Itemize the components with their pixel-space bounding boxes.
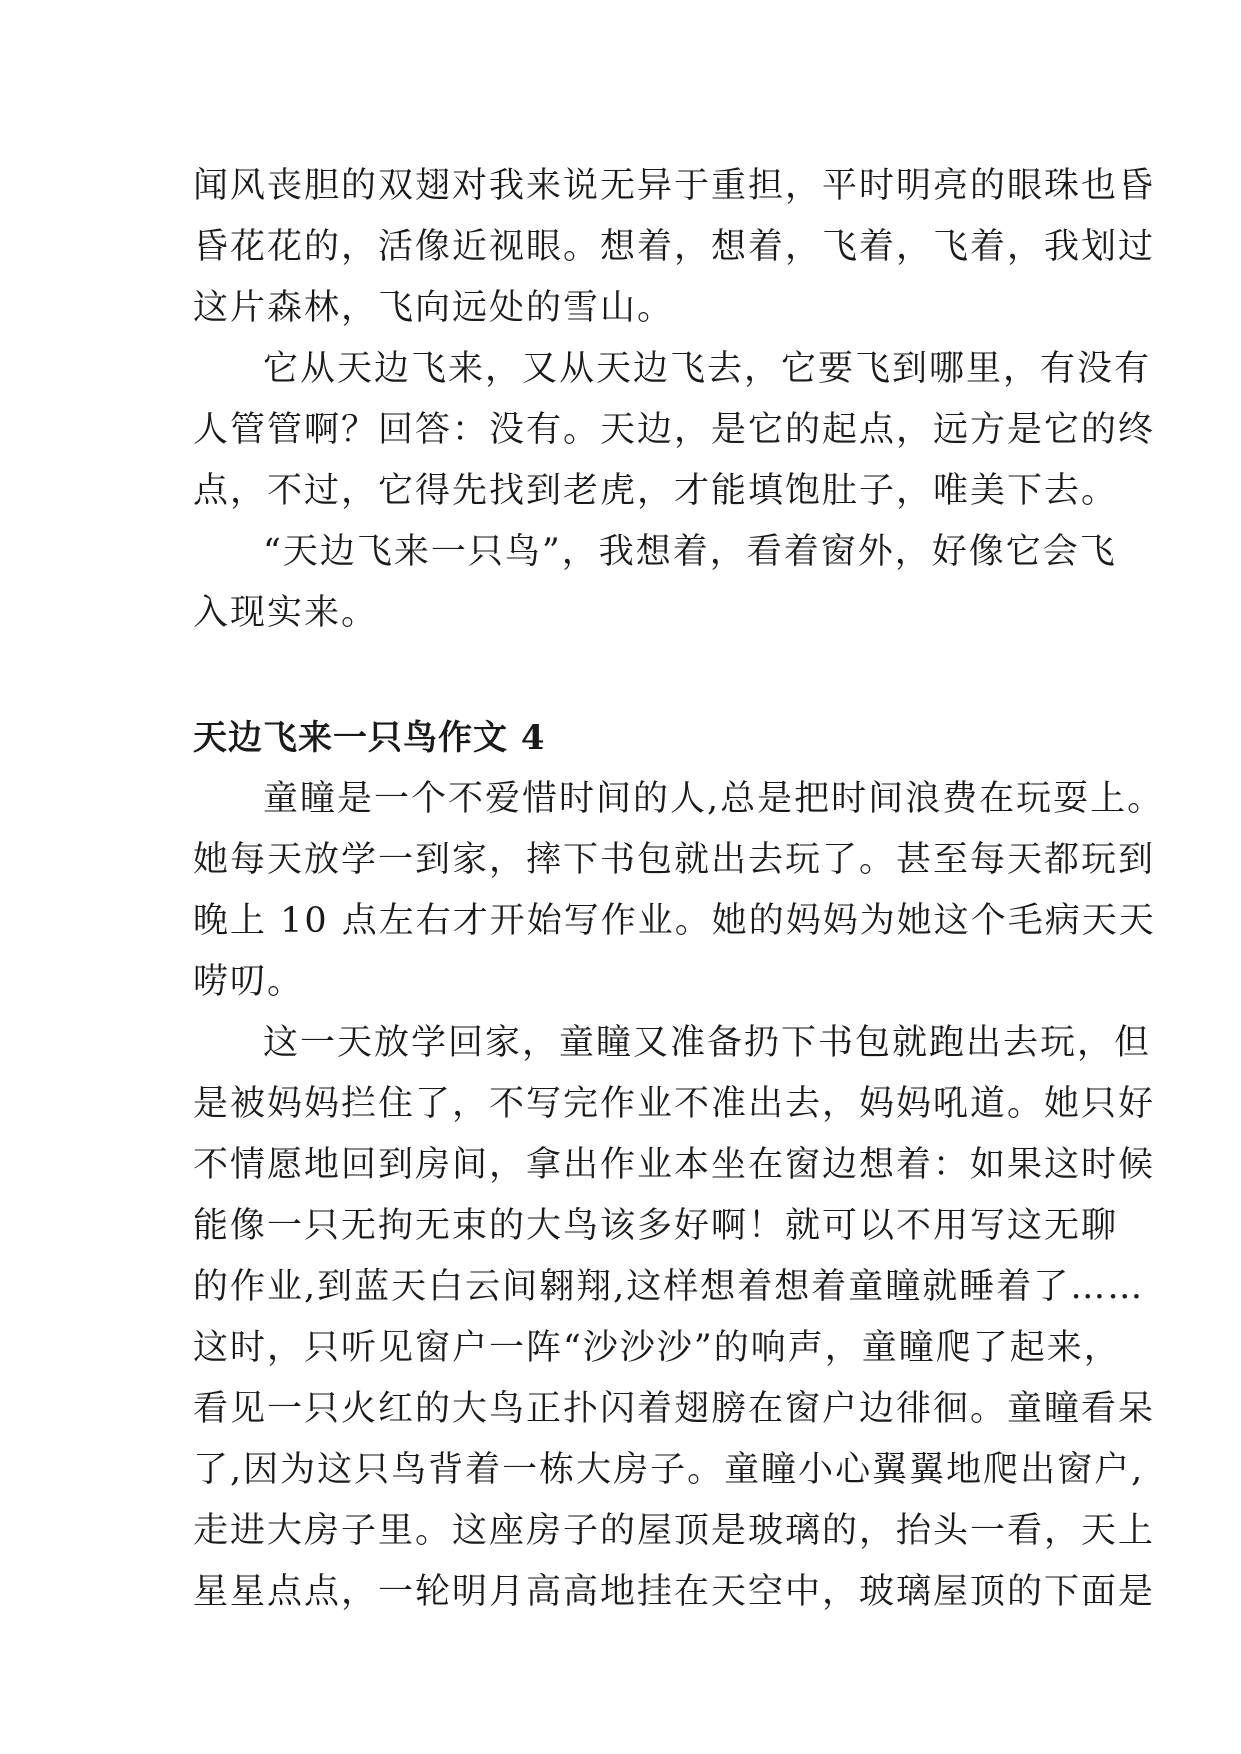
text-line: 童瞳是一个不爱惜时间的人,总是把时间浪费在玩耍上。 bbox=[263, 779, 1165, 819]
paragraph-3 bbox=[193, 522, 1117, 644]
text-line: 这时，只听见窗户一阵“沙沙沙”的响声，童瞳爬了起来， bbox=[193, 1328, 1121, 1368]
text-line: 这一天放学回家，童瞳又准备扔下书包就跑出去玩，但 bbox=[263, 1023, 1152, 1063]
text-line: 看见一只火红的大鸟正扑闪着翅膀在窗户边徘徊。童瞳看呆 bbox=[193, 1389, 1156, 1429]
text-line: 的作业,到蓝天白云间翱翔,这样想着想着童瞳就睡着了…… bbox=[193, 1267, 1145, 1307]
text-line: 这片森林，飞向远处的雪山。 bbox=[193, 288, 675, 328]
text-line: 星星点点，一轮明月高高地挂在天空中，玻璃屋顶的下面是 bbox=[193, 1572, 1156, 1612]
document-page bbox=[193, 156, 1165, 1623]
paragraph-2 bbox=[193, 339, 1156, 522]
text-line: 闻风丧胆的双翅对我来说无异于重担，平时明亮的眼珠也昏 bbox=[193, 166, 1156, 206]
text-line: 不情愿地回到房间，拿出作业本坐在窗边想着：如果这时候 bbox=[193, 1145, 1156, 1185]
text-line: 晚上 10 点左右才开始写作业。她的妈妈为她这个毛病天天 bbox=[193, 901, 1156, 941]
text-line: 她每天放学一到家，摔下书包就出去玩了。甚至每天都玩到 bbox=[193, 840, 1156, 880]
text-line: 能像一只无拘无束的大鸟该多好啊！就可以不用写这无聊 bbox=[193, 1206, 1119, 1246]
section-heading: 天边飞来一只鸟作文 4 bbox=[193, 718, 546, 758]
text-line: 唠叨。 bbox=[193, 962, 305, 1002]
paragraph-5 bbox=[193, 1013, 1156, 1623]
text-line: 走进大房子里。这座房子的屋顶是玻璃的，抬头一看，天上 bbox=[193, 1511, 1156, 1551]
text-line: 它从天边飞来，又从天边飞去，它要飞到哪里，有没有 bbox=[263, 349, 1152, 389]
section-gap bbox=[193, 644, 1053, 708]
text-line: “天边飞来一只鸟”，我想着，看着窗外，好像它会飞 bbox=[263, 532, 1117, 572]
text-line: 人管管啊？回答：没有。天边，是它的起点，远方是它的终 bbox=[193, 410, 1156, 450]
text-line: 点，不过，它得先找到老虎，才能填饱肚子，唯美下去。 bbox=[193, 471, 1119, 511]
paragraph-4 bbox=[193, 769, 1165, 1013]
text-line: 是被妈妈拦住了，不写完作业不准出去，妈妈吼道。她只好 bbox=[193, 1084, 1156, 1124]
text-line: 了,因为这只鸟背着一栋大房子。童瞳小心翼翼地爬出窗户, bbox=[193, 1450, 1145, 1490]
text-line: 昏花花的，活像近视眼。想着，想着，飞着，飞着，我划过 bbox=[193, 227, 1156, 267]
text-line: 入现实来。 bbox=[193, 593, 379, 633]
paragraph-1 bbox=[193, 156, 1156, 339]
